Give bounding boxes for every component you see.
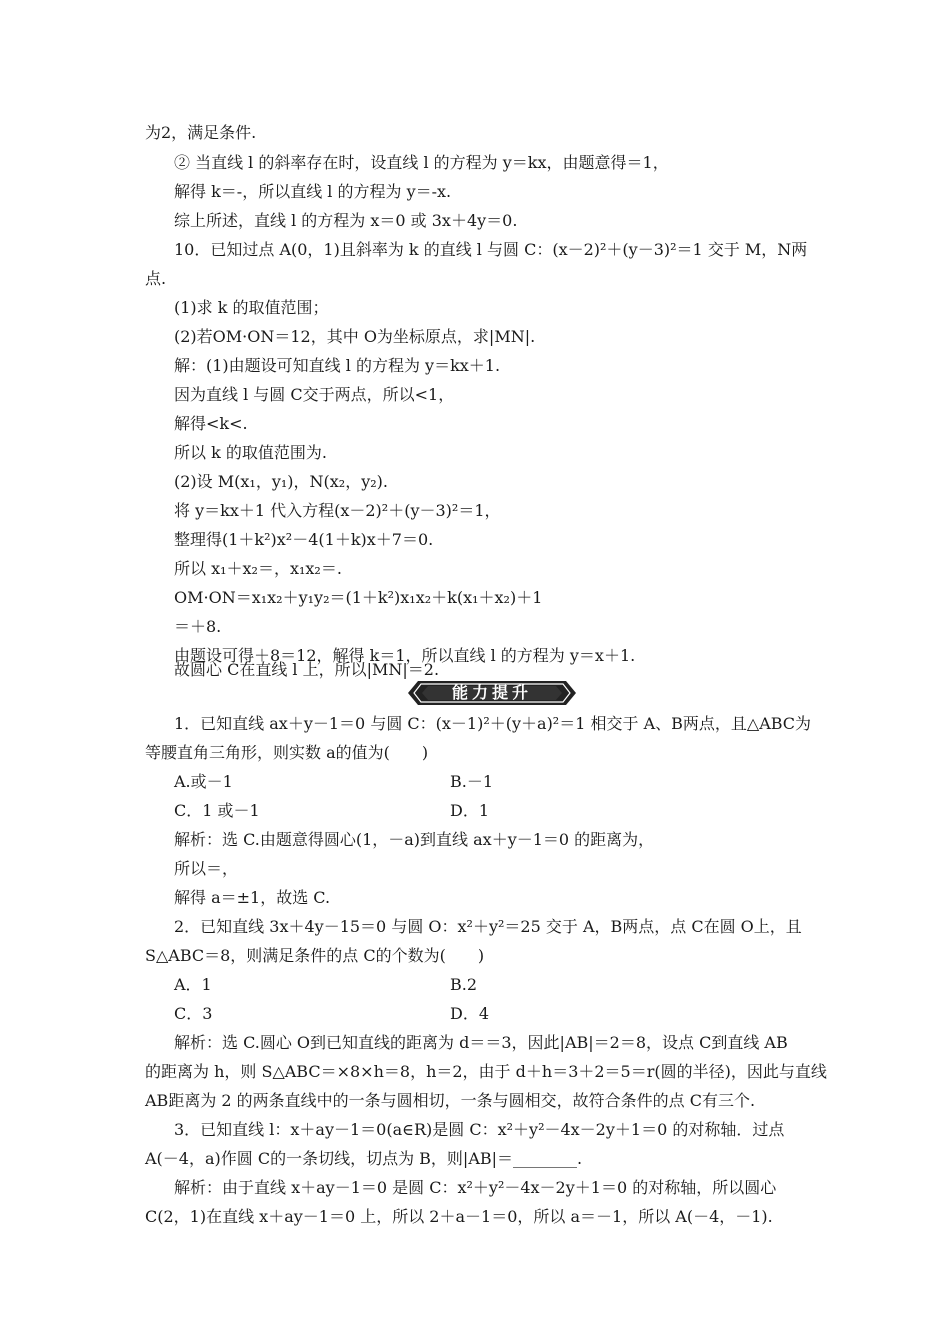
text-line: OM·ON＝x₁x₂＋y₁y₂＝(1＋k²)x₁x₂＋k(x₁＋x₂)＋1	[174, 588, 543, 607]
text-line: 点.	[145, 269, 167, 288]
option-c: C．1 或－1	[174, 801, 260, 820]
option-a: A.或－1	[174, 772, 233, 791]
solution-text: C(2，1)在直线 x＋ay－1＝0 上，所以 2＋a－1＝0，所以 a＝－1，所以 A(－4，－1).	[145, 1207, 773, 1226]
solution-text: 解析：选 C.圆心 O到已知直线的距离为 d＝＝3，因此|AB|＝2＝8，设点 C到直线 AB	[174, 1033, 788, 1052]
option-b: B.2	[450, 975, 478, 994]
text-line: (2)若OM·ON＝12，其中 O为坐标原点，求|MN|.	[174, 327, 536, 346]
question-3-text: 3．已知直线 l：x＋ay－1＝0(a∈R)是圆 C：x²＋y²－4x－2y＋1＝0 的对称轴．过点	[174, 1120, 785, 1139]
text-line: ＝＋8.	[174, 617, 222, 636]
question-2-text: 2．已知直线 3x＋4y－15＝0 与圆 O：x²＋y²＝25 交于 A，B两点，点 C在圆 O上，且	[174, 917, 802, 936]
solution-text: 解得 a＝±1，故选 C.	[174, 888, 331, 907]
text-line: 所以 x₁＋x₂＝，x₁x₂＝.	[174, 559, 342, 578]
option-d: D．4	[450, 1004, 490, 1023]
banner-title: 能力提升	[451, 683, 532, 702]
solution-text: 所以＝，	[174, 859, 239, 878]
text-line: 为2，满足条件.	[145, 123, 257, 142]
question-2-text: S△ABC＝8，则满足条件的点 C的个数为( )	[145, 946, 485, 965]
text-line: 解：(1)由题设可知直线 l 的方程为 y＝kx＋1.	[174, 356, 501, 375]
text-line: (2)设 M(x₁，y₁)，N(x₂，y₂).	[174, 472, 388, 491]
text-line: 将 y＝kx＋1 代入方程(x－2)²＋(y－3)²＝1，	[174, 501, 501, 520]
text-line: 解得<k<.	[174, 414, 248, 433]
problem-10-text: 10．已知过点 A(0，1)且斜率为 k 的直线 l 与圆 C：(x－2)²＋(y－3)²＝1 交于 M，N两	[174, 240, 808, 259]
option-d: D．1	[450, 801, 490, 820]
text-line: 故圆心 C在直线 l 上，所以|MN|＝2.	[174, 660, 440, 679]
option-b: B.－1	[450, 772, 494, 791]
option-c: C．3	[174, 1004, 213, 1023]
solution-text: 解析：由于直线 x＋ay－1＝0 是圆 C：x²＋y²－4x－2y＋1＝0 的对称轴，所以圆心	[174, 1178, 777, 1197]
text-line: 所以 k 的取值范围为.	[174, 443, 327, 462]
option-a: A．1	[174, 975, 212, 994]
section-banner	[408, 680, 576, 706]
text-line: 解得 k＝-，所以直线 l 的方程为 y＝-x.	[174, 182, 452, 201]
question-1-text: 等腰直角三角形，则实数 a的值为( )	[145, 743, 429, 762]
text-line: 整理得(1＋k²)x²－4(1＋k)x＋7＝0.	[174, 530, 434, 549]
text-line: (1)求 k 的取值范围；	[174, 298, 329, 317]
text-line: 综上所述，直线 l 的方程为 x＝0 或 3x＋4y＝0.	[174, 211, 518, 230]
text-line: ② 当直线 l 的斜率存在时，设直线 l 的方程为 y＝kx，由题意得＝1，	[174, 153, 669, 172]
solution-text: AB距离为 2 的两条直线中的一条与圆相切，一条与圆相交，故符合条件的点 C有三个.	[145, 1091, 756, 1110]
question-1-text: 1．已知直线 ax＋y－1＝0 与圆 C：(x－1)²＋(y＋a)²＝1 相交于 A、B两点，且△ABC为	[174, 714, 812, 733]
solution-text: 解析：选 C.由题意得圆心(1，－a)到直线 ax＋y－1＝0 的距离为，	[174, 830, 655, 849]
text-line: 由题设可得＋8＝12，解得 k＝1，所以直线 l 的方程为 y＝x＋1.	[174, 646, 636, 665]
text-line: 因为直线 l 与圆 C交于两点，所以<1，	[174, 385, 455, 404]
solution-text: 的距离为 h，则 S△ABC＝×8×h＝8，h＝2，由于 d＋h＝3＋2＝5＝r(圆的半径)，因此与直线	[145, 1062, 827, 1081]
question-3-text: A(－4，a)作圆 C的一条切线，切点为 B，则|AB|＝________.	[145, 1149, 583, 1168]
